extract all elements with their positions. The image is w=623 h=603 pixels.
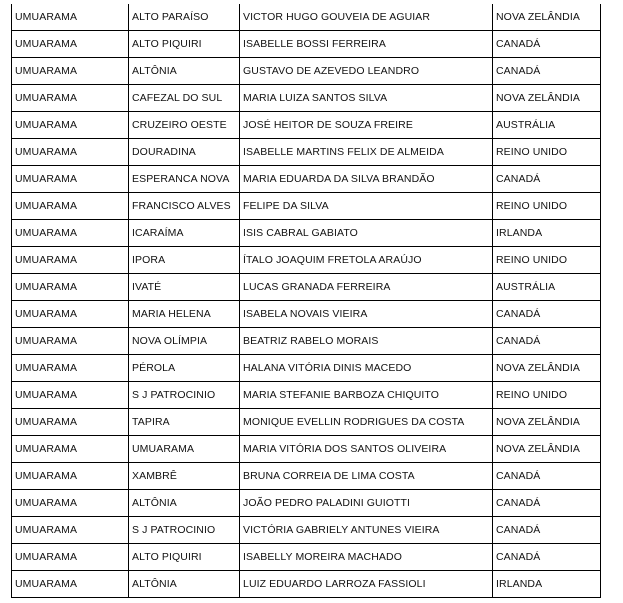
country-cell: CANADÁ (493, 544, 601, 571)
student-name-cell: BRUNA CORREIA DE LIMA COSTA (240, 463, 493, 490)
country-cell: CANADÁ (493, 463, 601, 490)
city-cell: DOURADINA (129, 139, 240, 166)
city-cell: PÉROLA (129, 355, 240, 382)
city-cell: XAMBRÊ (129, 463, 240, 490)
regional-cell: UMUARAMA (12, 490, 129, 517)
student-name-cell: VICTOR HUGO GOUVEIA DE AGUIAR (240, 4, 493, 31)
regional-cell: UMUARAMA (12, 571, 129, 598)
students-table (11, 4, 601, 598)
regional-cell: UMUARAMA (12, 517, 129, 544)
student-name-cell: ISABELLE MARTINS FELIX DE ALMEIDA (240, 139, 493, 166)
regional-cell: UMUARAMA (12, 328, 129, 355)
country-cell: REINO UNIDO (493, 247, 601, 274)
city-cell: ALTO PIQUIRI (129, 544, 240, 571)
regional-cell: UMUARAMA (12, 463, 129, 490)
table-row (12, 436, 601, 463)
country-cell: CANADÁ (493, 31, 601, 58)
table-row (12, 193, 601, 220)
table-row (12, 85, 601, 112)
student-name-cell: MONIQUE EVELLIN RODRIGUES DA COSTA (240, 409, 493, 436)
country-cell: NOVA ZELÂNDIA (493, 409, 601, 436)
table-row (12, 139, 601, 166)
student-name-cell: GUSTAVO DE AZEVEDO LEANDRO (240, 58, 493, 85)
student-name-cell: MARIA STEFANIE BARBOZA CHIQUITO (240, 382, 493, 409)
regional-cell: UMUARAMA (12, 544, 129, 571)
country-cell: CANADÁ (493, 301, 601, 328)
regional-cell: UMUARAMA (12, 166, 129, 193)
regional-cell: UMUARAMA (12, 436, 129, 463)
student-name-cell: MARIA VITÓRIA DOS SANTOS OLIVEIRA (240, 436, 493, 463)
city-cell: TAPIRA (129, 409, 240, 436)
regional-cell: UMUARAMA (12, 409, 129, 436)
regional-cell: UMUARAMA (12, 274, 129, 301)
city-cell: IVATÉ (129, 274, 240, 301)
table-row (12, 58, 601, 85)
regional-cell: UMUARAMA (12, 382, 129, 409)
student-name-cell: MARIA EDUARDA DA SILVA BRANDÃO (240, 166, 493, 193)
city-cell: ICARAÍMA (129, 220, 240, 247)
city-cell: IPORA (129, 247, 240, 274)
student-name-cell: HALANA VITÓRIA DINIS MACEDO (240, 355, 493, 382)
table-row (12, 328, 601, 355)
table-row (12, 4, 601, 31)
country-cell: REINO UNIDO (493, 193, 601, 220)
student-name-cell: LUIZ EDUARDO LARROZA FASSIOLI (240, 571, 493, 598)
table-row (12, 31, 601, 58)
country-cell: CANADÁ (493, 328, 601, 355)
regional-cell: UMUARAMA (12, 4, 129, 31)
country-cell: IRLANDA (493, 571, 601, 598)
regional-cell: UMUARAMA (12, 112, 129, 139)
student-name-cell: FELIPE DA SILVA (240, 193, 493, 220)
regional-cell: UMUARAMA (12, 220, 129, 247)
regional-cell: UMUARAMA (12, 31, 129, 58)
student-name-cell: LUCAS GRANADA FERREIRA (240, 274, 493, 301)
table-row (12, 166, 601, 193)
city-cell: S J PATROCINIO (129, 517, 240, 544)
country-cell: REINO UNIDO (493, 382, 601, 409)
country-cell: AUSTRÁLIA (493, 274, 601, 301)
table-row (12, 490, 601, 517)
regional-cell: UMUARAMA (12, 85, 129, 112)
country-cell: NOVA ZELÂNDIA (493, 85, 601, 112)
country-cell: CANADÁ (493, 58, 601, 85)
city-cell: ALTÔNIA (129, 571, 240, 598)
table-row (12, 382, 601, 409)
city-cell: CRUZEIRO OESTE (129, 112, 240, 139)
country-cell: CANADÁ (493, 490, 601, 517)
student-name-cell: ISABELLY MOREIRA MACHADO (240, 544, 493, 571)
student-name-cell: JOÃO PEDRO PALADINI GUIOTTI (240, 490, 493, 517)
country-cell: NOVA ZELÂNDIA (493, 436, 601, 463)
city-cell: ALTÔNIA (129, 58, 240, 85)
student-name-cell: JOSÉ HEITOR DE SOUZA FREIRE (240, 112, 493, 139)
students-table-body (12, 4, 601, 598)
city-cell: NOVA OLÍMPIA (129, 328, 240, 355)
table-row (12, 463, 601, 490)
table-row (12, 274, 601, 301)
regional-cell: UMUARAMA (12, 193, 129, 220)
regional-cell: UMUARAMA (12, 139, 129, 166)
country-cell: NOVA ZELÂNDIA (493, 355, 601, 382)
regional-cell: UMUARAMA (12, 247, 129, 274)
country-cell: NOVA ZELÂNDIA (493, 4, 601, 31)
city-cell: ALTO PARAÍSO (129, 4, 240, 31)
city-cell: ESPERANCA NOVA (129, 166, 240, 193)
student-name-cell: VICTÓRIA GABRIELY ANTUNES VIEIRA (240, 517, 493, 544)
student-name-cell: ISIS CABRAL GABIATO (240, 220, 493, 247)
city-cell: S J PATROCINIO (129, 382, 240, 409)
table-row (12, 409, 601, 436)
table-row (12, 247, 601, 274)
student-name-cell: ISABELA NOVAIS VIEIRA (240, 301, 493, 328)
city-cell: CAFEZAL DO SUL (129, 85, 240, 112)
table-row (12, 544, 601, 571)
city-cell: ALTO PIQUIRI (129, 31, 240, 58)
city-cell: UMUARAMA (129, 436, 240, 463)
student-name-cell: BEATRIZ RABELO MORAIS (240, 328, 493, 355)
document-page (0, 4, 623, 603)
table-row (12, 571, 601, 598)
table-row (12, 220, 601, 247)
table-row (12, 517, 601, 544)
country-cell: CANADÁ (493, 517, 601, 544)
regional-cell: UMUARAMA (12, 58, 129, 85)
country-cell: IRLANDA (493, 220, 601, 247)
city-cell: MARIA HELENA (129, 301, 240, 328)
city-cell: ALTÔNIA (129, 490, 240, 517)
table-row (12, 301, 601, 328)
country-cell: REINO UNIDO (493, 139, 601, 166)
country-cell: AUSTRÁLIA (493, 112, 601, 139)
student-name-cell: MARIA LUIZA SANTOS SILVA (240, 85, 493, 112)
regional-cell: UMUARAMA (12, 301, 129, 328)
city-cell: FRANCISCO ALVES (129, 193, 240, 220)
regional-cell: UMUARAMA (12, 355, 129, 382)
table-row (12, 355, 601, 382)
country-cell: CANADÁ (493, 166, 601, 193)
student-name-cell: ISABELLE BOSSI FERREIRA (240, 31, 493, 58)
student-name-cell: ÍTALO JOAQUIM FRETOLA ARAÚJO (240, 247, 493, 274)
table-row (12, 112, 601, 139)
